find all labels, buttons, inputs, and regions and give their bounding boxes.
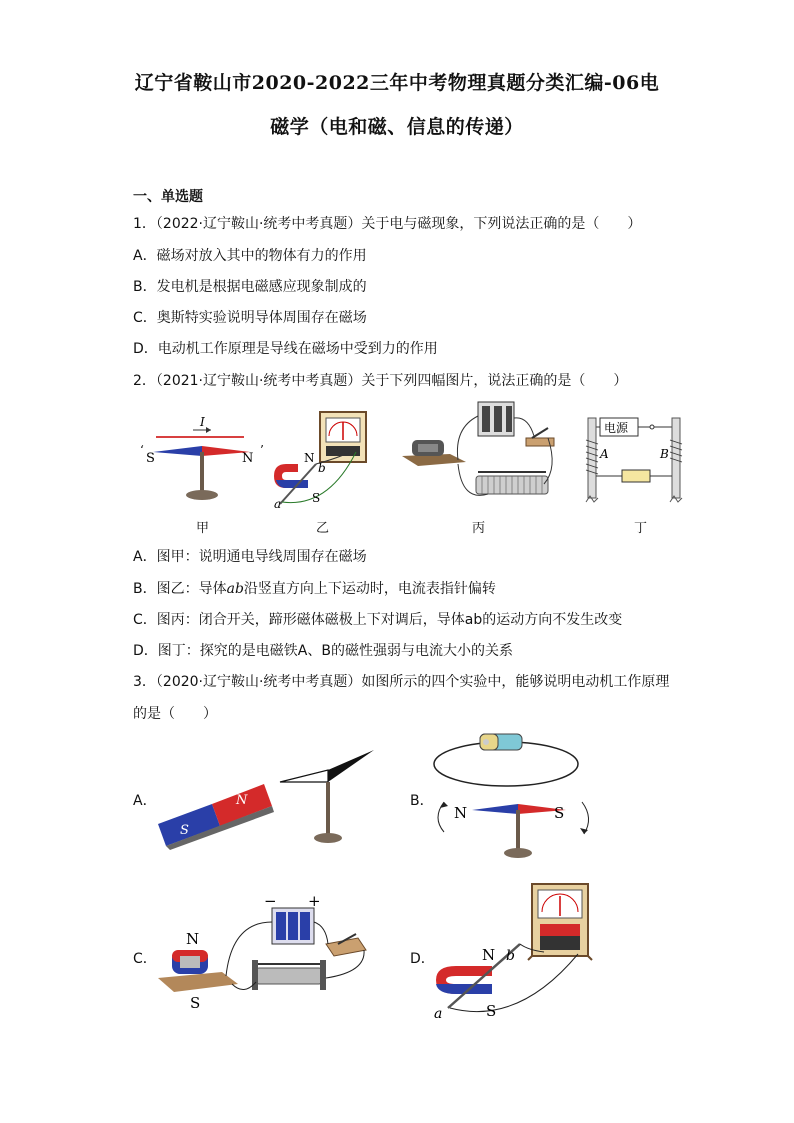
coil-b-label: B: [660, 447, 669, 461]
document-title-line1: 辽宁省鞍山市2020-2022三年中考物理真题分类汇编-06电: [134, 72, 660, 94]
caption-bing: 丙: [472, 521, 486, 536]
q1-stem: 1．（2022·辽宁鞍山·统考中考真题）关于电与磁现象，下列说法正确的是（ ）: [133, 216, 642, 232]
motor-principle-figure: [398, 398, 568, 510]
section-heading: 一、单选题: [133, 189, 203, 205]
s-pole-label: S: [146, 451, 155, 466]
s-pole-label: S: [486, 1002, 497, 1020]
caption-jia: 甲: [196, 521, 210, 536]
current-label: I: [200, 415, 205, 429]
q2-option-d: D．图丁：探究的是电磁铁A、B的磁性强弱与电流大小的关系: [133, 643, 513, 659]
caption-ding: 丁: [634, 521, 648, 536]
q1-option-c: C．奥斯特实验说明导体周围存在磁场: [133, 310, 367, 326]
bar-magnet-compass-figure: [152, 742, 382, 854]
s-pole-label: S: [312, 491, 321, 505]
n-pole-label: N: [482, 946, 496, 964]
q2-option-a: A．图甲：说明通电导线周围存在磁场: [133, 549, 367, 565]
plus-label: +: [308, 892, 321, 910]
q3-option-b-label: B．: [410, 793, 434, 809]
q1-option-a: A．磁场对放入其中的物体有力的作用: [133, 248, 367, 264]
q2-stem: 2．（2021·辽宁鞍山·统考中考真题）关于下列四幅图片，说法正确的是（ ）: [133, 373, 628, 389]
b-label: b: [318, 461, 326, 475]
minus-label: −: [264, 892, 277, 910]
a-label: a: [274, 497, 282, 511]
induction-experiment-figure: [428, 880, 600, 1020]
document-title-line2: 磁学（电和磁、信息的传递）: [270, 116, 524, 138]
q3-option-a-label: A．: [133, 793, 157, 809]
svg-text:‘: ‘: [140, 443, 144, 457]
n-pole-label: N: [236, 793, 248, 808]
oersted-experiment-figure: [138, 410, 268, 510]
q3-option-d-label: D．: [410, 951, 435, 967]
b-label: b: [506, 948, 515, 964]
caption-yi: 乙: [316, 521, 330, 536]
s-pole-label: S: [180, 823, 189, 838]
q2-option-c: C．图丙：闭合开关，蹄形磁体磁极上下对调后，导体ab的运动方向不发生改变: [133, 612, 623, 628]
q3-stem-line2: 的是（ ）: [133, 706, 217, 722]
electromagnet-figure: [580, 410, 700, 512]
s-pole-label: S: [554, 804, 565, 822]
n-pole-label: N: [304, 451, 315, 465]
a-label: a: [434, 1006, 443, 1020]
q3-stem-line1: 3．（2020·辽宁鞍山·统考中考真题）如图所示的四个实验中，能够说明电动机工作原理: [133, 674, 670, 690]
n-pole-label: N: [454, 804, 468, 822]
svg-text:’: ’: [260, 443, 264, 457]
n-pole-label: N: [242, 451, 254, 466]
current-loop-compass-figure: [428, 730, 598, 864]
s-pole-label: S: [190, 994, 201, 1012]
q2-option-b: B．图乙：导体ab沿竖直方向上下运动时，电流表指针偏转: [133, 581, 496, 597]
coil-a-label: A: [600, 447, 609, 461]
q1-option-d: D．电动机工作原理是导线在磁场中受到力的作用: [133, 341, 438, 357]
n-pole-label: N: [186, 930, 200, 948]
q3-option-c-label: C．: [133, 951, 157, 967]
power-source-label: 电源: [604, 421, 629, 435]
q1-option-b: B．发电机是根据电磁感应现象制成的: [133, 279, 367, 295]
induction-galvanometer-figure: [268, 408, 378, 512]
motor-circuit-figure: [152, 892, 374, 1012]
